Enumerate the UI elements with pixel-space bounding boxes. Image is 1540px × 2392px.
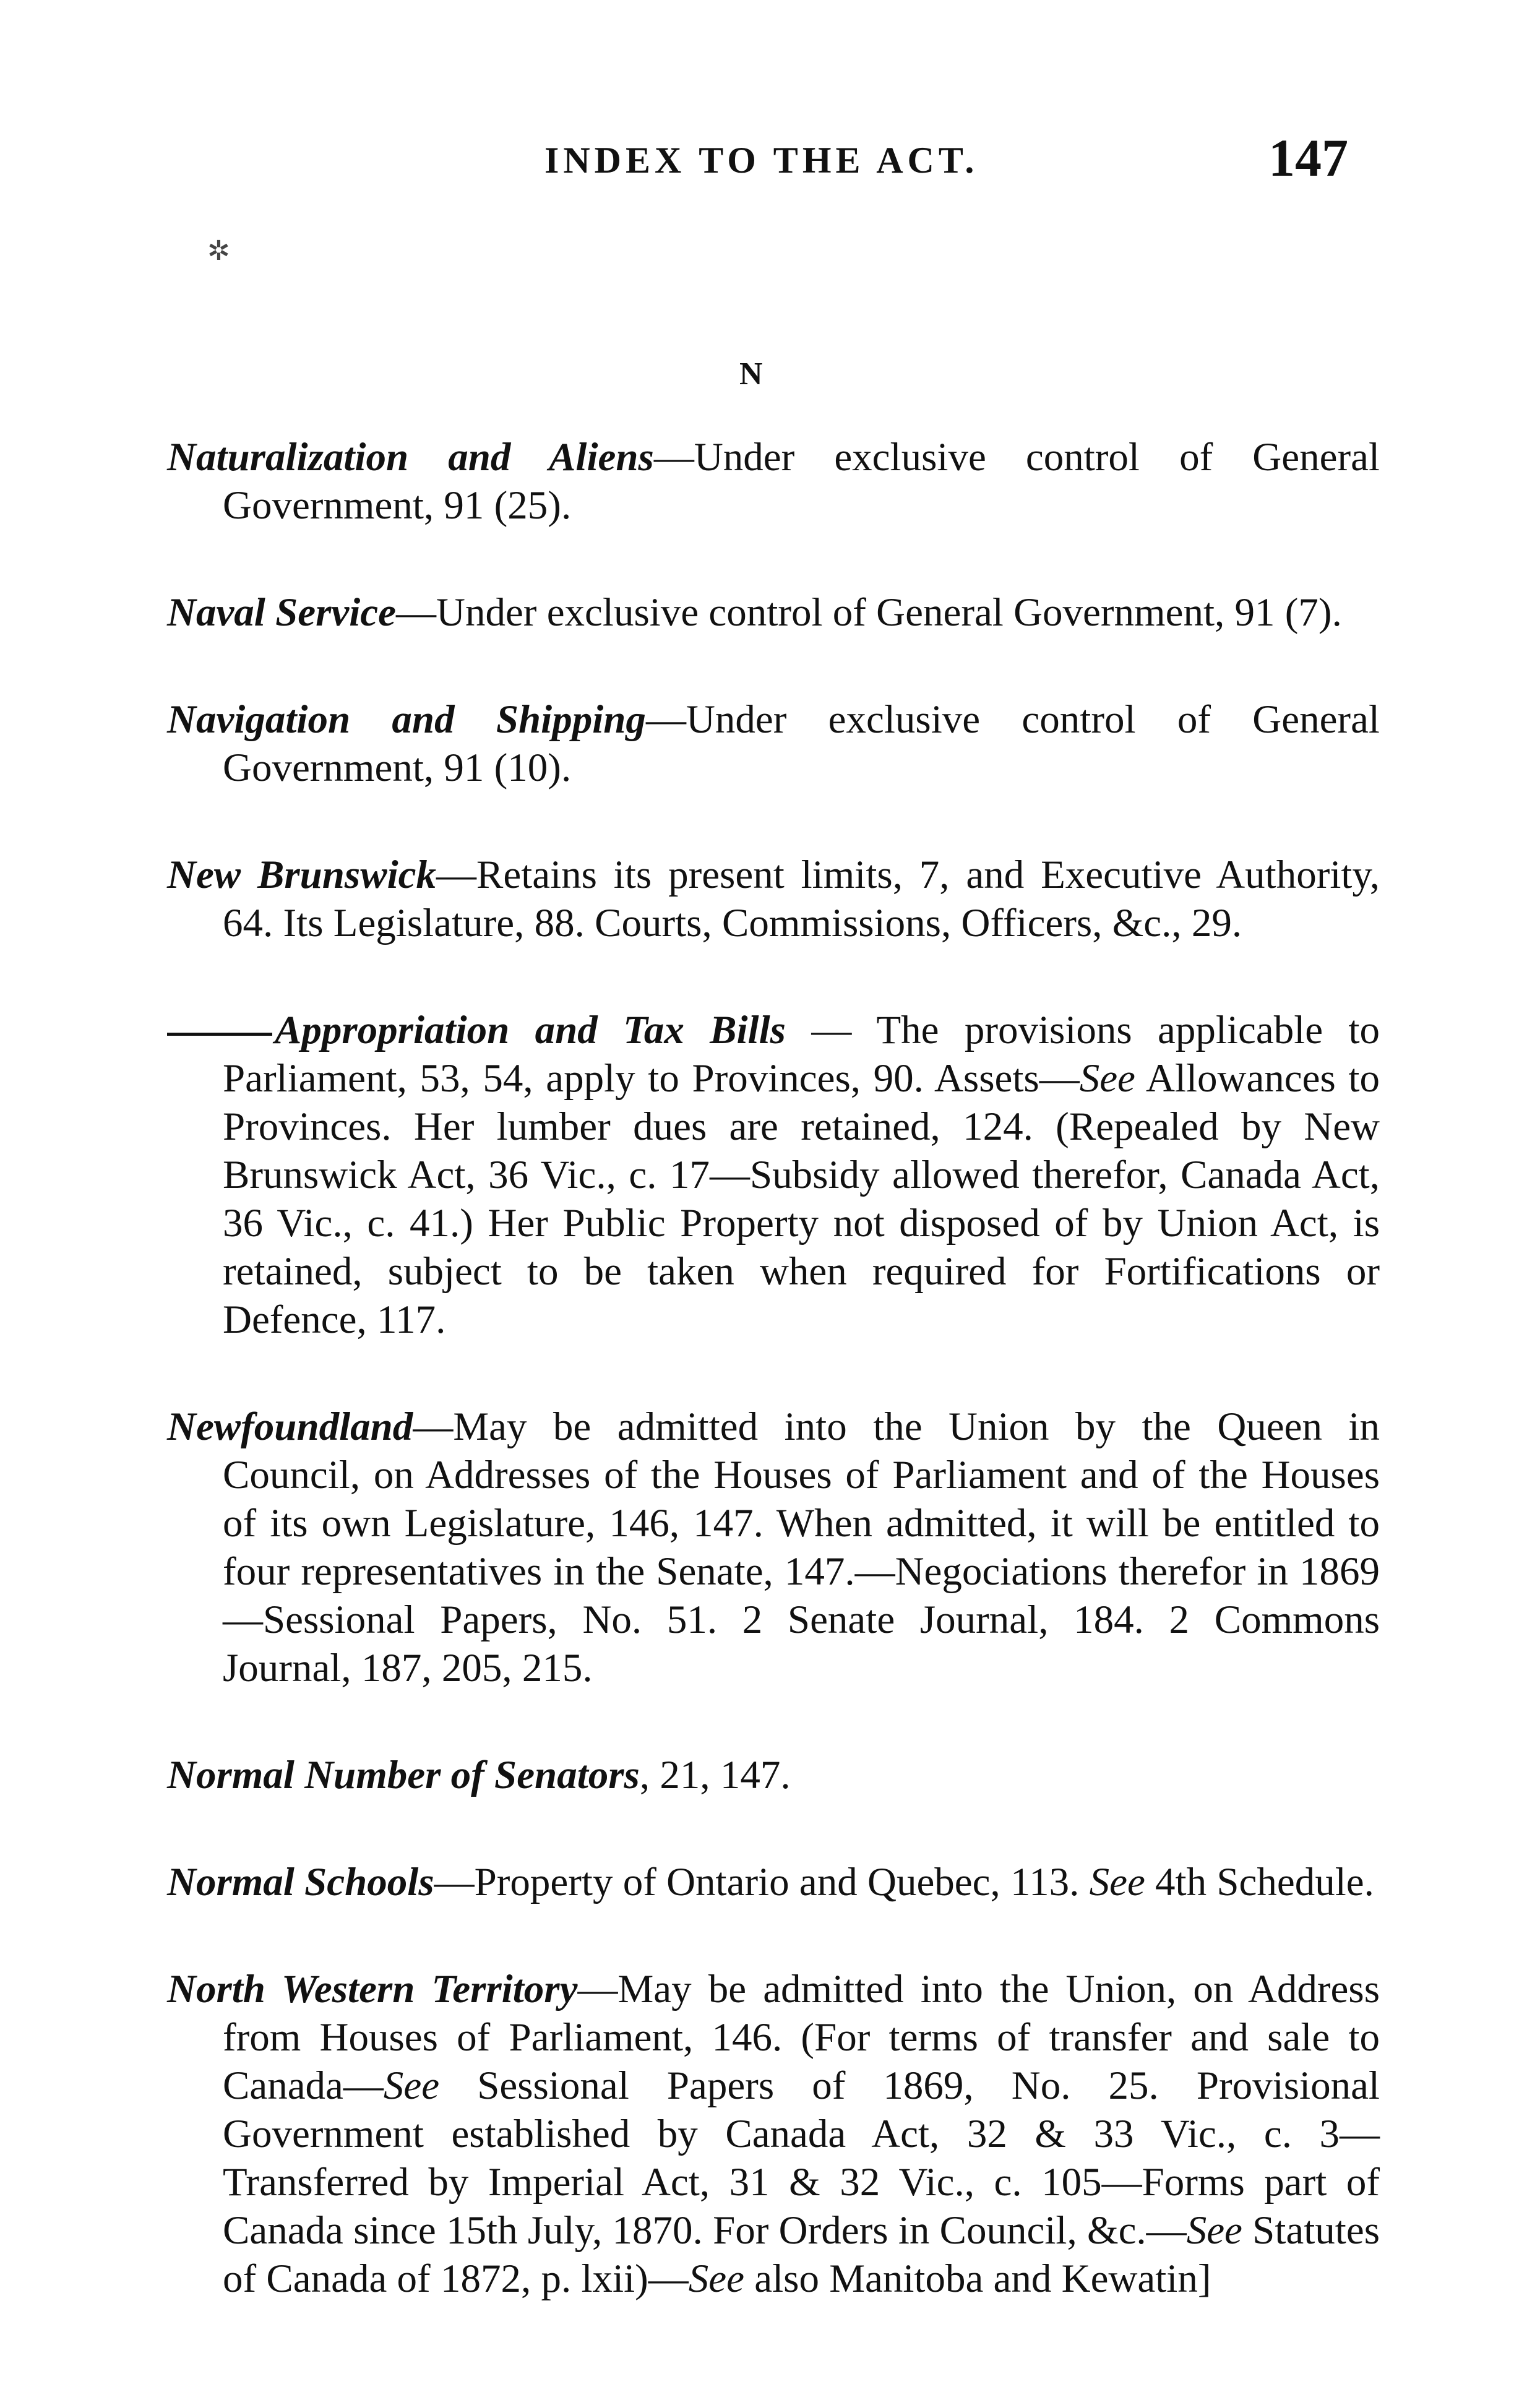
index-entry-new-brunswick (167, 851, 1380, 947)
running-title: INDEX TO THE ACT. (544, 140, 979, 181)
index-entry-naturalization (167, 433, 1380, 530)
see-reference: See (1079, 1056, 1135, 1101)
entry-heading: Naturalization and Aliens (167, 435, 654, 480)
entry-heading: Normal Schools (167, 1860, 434, 1904)
entry-text: —Under exclusive control of General Government, 91 (7). (396, 590, 1342, 635)
index-entry-naval-service (167, 588, 1380, 637)
index-entry-normal-schools (167, 1858, 1380, 1906)
entry-text: also Manitoba and Kewatin] (744, 2256, 1211, 2301)
entry-heading: Appropriation and Tax Bills (275, 1008, 786, 1052)
entry-text: —Property of Ontario and Quebec, 113. (434, 1860, 1090, 1904)
index-entry-navigation (167, 695, 1380, 792)
entry-heading: Naval Service (167, 590, 397, 635)
entry-text: , 21, 147. (639, 1753, 791, 1797)
section-letter: N (739, 356, 763, 392)
entry-text: —Under exclusive control of General Government, 91 (10). (223, 697, 1380, 790)
entry-heading: New Brunswick (167, 853, 436, 897)
entry-text: Statutes of Canada of 1872, p. lxii)— (223, 2208, 1380, 2301)
see-reference: See (383, 2063, 440, 2108)
entry-heading: Normal Number of Senators (167, 1753, 640, 1797)
index-entries (167, 433, 1380, 2362)
entry-heading: Newfoundland (167, 1405, 413, 1449)
see-reference: See (688, 2256, 744, 2301)
continuation-rule (167, 1033, 272, 1036)
index-entry-north-western-territory (167, 1965, 1380, 2303)
entry-text: 4th Schedule. (1145, 1860, 1374, 1904)
entry-text: —May be admitted into the Union by the Queen in Council, on Addresses of the Houses of Parliament and of the Houses of its own Legislature, 146, 147. When admitted, it will be entitled to four representatives in the Senate, 147.—Negociations therefor in 1869—Sessional Papers, No. 51. 2 Senate Journal, 184. 2 Commons Journal, 187, 205, 215. (223, 1405, 1380, 1690)
entry-text: —Under exclusive control of General Government, 91 (25). (223, 435, 1380, 528)
entry-text: —Retains its present limits, 7, and Executive Authority, 64. Its Legislature, 88. Courts, Commissions, Officers, &c., 29. (223, 853, 1380, 945)
index-entry-normal-number (167, 1751, 1380, 1799)
index-entry-newfoundland (167, 1403, 1380, 1692)
entry-text: Allowances to Provinces. Her lumber dues are retained, 124. (Repealed by New Brunswick Act, 36 Vic., c. 17—Subsidy allowed therefor, Canada Act, 36 Vic., c. 41.) Her Public Property not disposed of by Union Act, is retained, subject to be taken when required for Fortifications or Defence, 117. (223, 1056, 1380, 1342)
page-number: 147 (1268, 128, 1348, 187)
see-reference: See (1089, 1860, 1145, 1904)
entry-heading: North Western Territory (167, 1967, 578, 2011)
running-head (0, 127, 1540, 195)
entry-text: — The provisions applicable to Parliament, 53, 54, apply to Provinces, 90. Assets— (223, 1008, 1380, 1101)
entry-text: —May be admitted into the Union, on Address from Houses of Parliament, 146. (For terms of transfer and sale to Canada— (223, 1967, 1380, 2108)
see-reference: See (1186, 2208, 1242, 2253)
printer-ornament-icon: ✲ (207, 236, 230, 266)
entry-heading: Navigation and Shipping (167, 697, 646, 742)
entry-text: Sessional Papers of 1869, No. 25. Provisional Government established by Canada Act, 32 & 33 Vic., c. 3—Transferred by Imperial Act, 31 & 32 Vic., c. 105—Forms part of Canada since 15th July, 1870. For Orders in Council, &c.— (223, 2063, 1380, 2253)
index-subentry-appropriation (167, 1006, 1380, 1344)
